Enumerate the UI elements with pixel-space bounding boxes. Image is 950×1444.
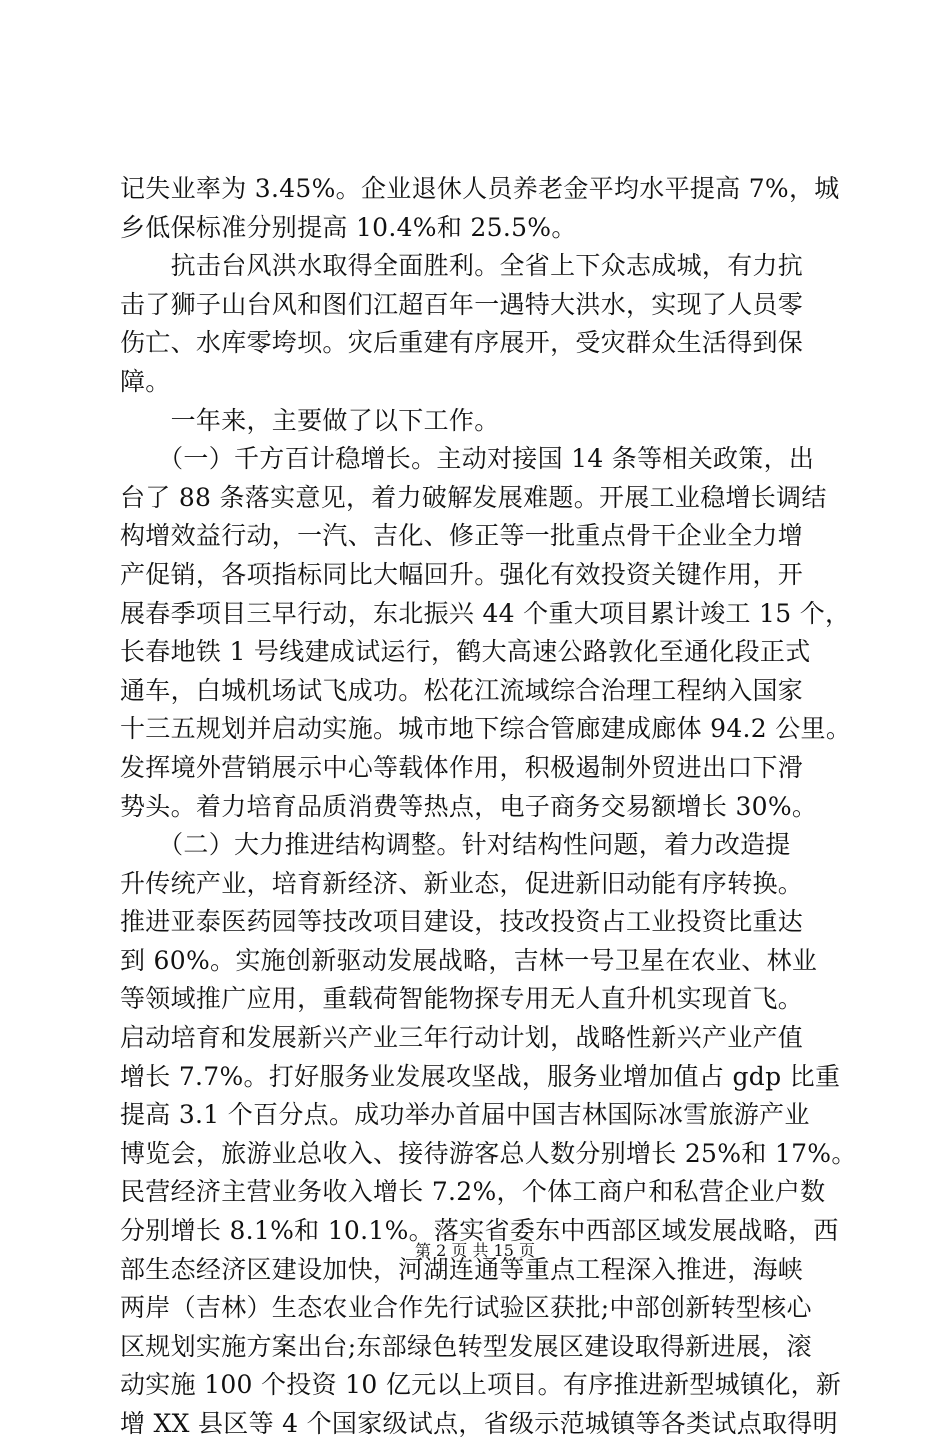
- page-footer: 第 2 页 共 15 页: [415, 1241, 535, 1260]
- text-line: 十三五规划并启动实施。城市地下综合管廊建成廊体 94.2 公里。: [120, 714, 852, 744]
- text-line: （二）大力推进结构调整。针对结构性问题，着力改造提: [120, 830, 791, 860]
- text-line: 博览会，旅游业总收入、接待游客总人数分别增长 25%和 17%。: [120, 1138, 857, 1168]
- text-line: 产促销，各项指标同比大幅回升。强化有效投资关键作用，开: [120, 559, 804, 589]
- text-line: 长春地铁 1 号线建成试运行，鹤大高速公路敦化至通化段正式: [120, 637, 811, 667]
- text-line: 到 60%。实施创新驱动发展战略，吉林一号卫星在农业、林业: [120, 945, 818, 975]
- text-line: 分别增长 8.1%和 10.1%。落实省委东中西部区域发展战略，西: [120, 1216, 839, 1246]
- text-line: 伤亡、水库零垮坝。灾后重建有序展开，受灾群众生活得到保: [120, 328, 804, 358]
- text-line: 台了 88 条落实意见，着力破解发展难题。开展工业稳增长调结: [120, 482, 827, 512]
- text-line: 民营经济主营业务收入增长 7.2%，个体工商户和私营企业户数: [120, 1177, 826, 1207]
- text-line: 启动培育和发展新兴产业三年行动计划，战略性新兴产业产值: [120, 1023, 804, 1053]
- text-line: 乡低保标准分别提高 10.4%和 25.5%。: [120, 212, 577, 242]
- text-line: 增 XX 县区等 4 个国家级试点，省级示范城镇等各类试点取得明: [120, 1409, 838, 1438]
- text-line: 抗击台风洪水取得全面胜利。全省上下众志成城，有力抗: [120, 251, 804, 281]
- text-line: 增长 7.7%。打好服务业发展攻坚战，服务业增加值占 gdp 比重: [120, 1061, 841, 1091]
- text-line: 障。: [120, 366, 171, 396]
- text-line: 记失业率为 3.45%。企业退休人员养老金平均水平提高 7%，城: [120, 174, 840, 203]
- text-line: 推进亚泰医药园等技改项目建设，技改投资占工业投资比重达: [120, 907, 804, 937]
- text-line: 区规划实施方案出台;东部绿色转型发展区建设取得新进展，滚: [120, 1331, 812, 1361]
- text-line: 通车，白城机场试飞成功。松花江流域综合治理工程纳入国家: [120, 675, 804, 705]
- text-line: 部生态经济区建设加快，河湖连通等重点工程深入推进，海峡: [120, 1254, 804, 1284]
- text-line: 一年来，主要做了以下工作。: [120, 405, 500, 435]
- text-line: 展春季项目三早行动，东北振兴 44 个重大项目累计竣工 15 个，: [120, 598, 851, 628]
- text-line: 两岸（吉林）生态农业合作先行试验区获批;中部创新转型核心: [120, 1293, 812, 1323]
- text-line: 升传统产业，培育新经济、新业态，促进新旧动能有序转换。: [120, 868, 804, 898]
- text-line: 动实施 100 个投资 10 亿元以上项目。有序推进新型城镇化，新: [120, 1370, 842, 1400]
- text-line: （一）千方百计稳增长。主动对接国 14 条等相关政策，出: [120, 444, 815, 474]
- text-line: 势头。着力培育品质消费等热点，电子商务交易额增长 30%。: [120, 791, 818, 821]
- text-line: 构增效益行动，一汽、吉化、修正等一批重点骨干企业全力增: [120, 521, 804, 551]
- text-line: 击了狮子山台风和图们江超百年一遇特大洪水，实现了人员零: [120, 289, 804, 319]
- text-line: 等领域推广应用，重载荷智能物探专用无人直升机实现首飞。: [120, 984, 804, 1014]
- text-line: 发挥境外营销展示中心等载体作用，积极遏制外贸进出口下滑: [120, 752, 804, 782]
- text-line: 提高 3.1 个百分点。成功举办首届中国吉林国际冰雪旅游产业: [120, 1100, 810, 1130]
